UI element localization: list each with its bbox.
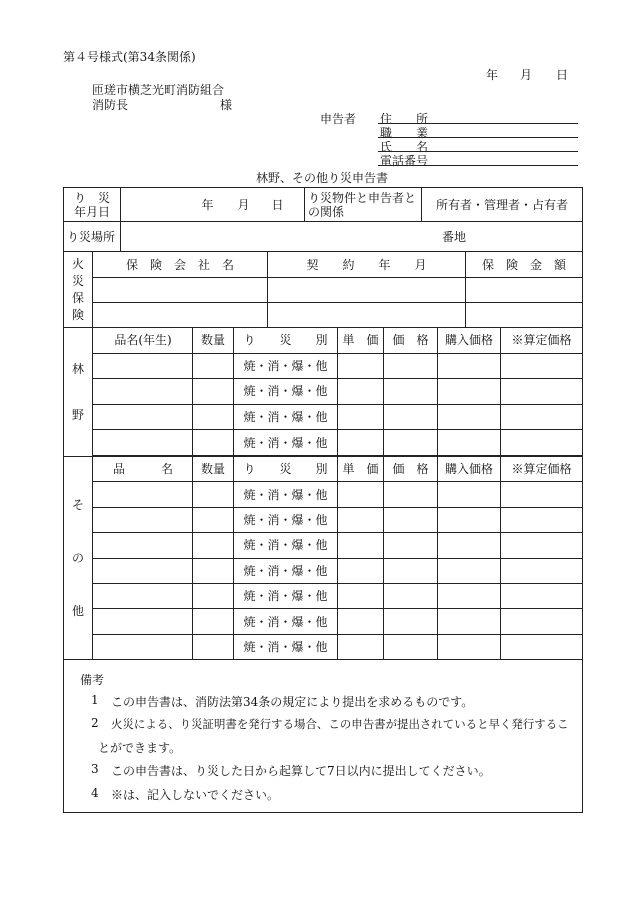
forest-input-cell[interactable] (193, 379, 233, 404)
grid-line (582, 187, 583, 813)
applicant-phone-label: 電話番号 (380, 154, 429, 168)
other-damage-type-cell[interactable]: 焼・消・爆・他 (243, 538, 328, 553)
other-input-cell[interactable] (94, 559, 192, 583)
forest-input-cell[interactable] (338, 379, 383, 404)
other-input-cell[interactable] (338, 559, 383, 583)
forest-header-cell: 価 格 (392, 333, 429, 348)
other-input-cell[interactable] (501, 482, 582, 506)
date-input-month: 月 (237, 197, 250, 212)
other-input-cell[interactable] (384, 533, 437, 557)
other-input-cell[interactable] (338, 635, 383, 659)
insurance-header-contract: 契 約 年 月 (306, 257, 427, 272)
other-input-cell[interactable] (384, 508, 437, 532)
remark-3-text: この申告書は、り災した日から起算して7日以内に提出してください。 (111, 764, 491, 778)
other-input-cell[interactable] (438, 482, 500, 506)
recipient-title: 消防長 (92, 98, 129, 112)
forest-input-cell[interactable] (438, 379, 500, 404)
other-input-cell[interactable] (193, 482, 233, 506)
other-input-cell[interactable] (94, 635, 192, 659)
other-input-cell[interactable] (384, 635, 437, 659)
forest-input-cell[interactable] (438, 405, 500, 430)
insurance-header-amount: 保 険 金 額 (481, 257, 566, 272)
other-input-cell[interactable] (193, 533, 233, 557)
insurance-side-char: 火 (71, 256, 84, 271)
forest-input-cell[interactable] (501, 430, 582, 455)
forest-damage-type-cell[interactable]: 焼・消・爆・他 (243, 435, 328, 450)
form-number: 第４号様式(第34条関係) (63, 50, 196, 64)
date-day: 日 (556, 68, 569, 82)
forest-input-cell[interactable] (438, 354, 500, 379)
other-input-cell[interactable] (501, 559, 582, 583)
insurance-side-char: 災 (71, 273, 84, 288)
other-header-cell: 数量 (200, 462, 225, 477)
recipient-org: 匝瑳市横芝光町消防組合 (92, 83, 225, 97)
remark-1-num: 1 (91, 693, 99, 707)
other-input-cell[interactable] (338, 609, 383, 633)
other-input-cell[interactable] (438, 508, 500, 532)
other-input-cell[interactable] (501, 635, 582, 659)
phone-line[interactable] (378, 165, 578, 166)
other-side-label (64, 457, 92, 659)
date-input-cell[interactable] (121, 188, 304, 221)
other-input-cell[interactable] (193, 609, 233, 633)
other-input-cell[interactable] (193, 508, 233, 532)
other-header-cell: ※算定価格 (511, 462, 572, 477)
forest-header-cell: 数量 (200, 333, 225, 348)
forest-input-cell[interactable] (384, 405, 437, 430)
other-input-cell[interactable] (501, 584, 582, 608)
other-damage-type-cell[interactable]: 焼・消・爆・他 (243, 589, 328, 604)
other-damage-type-cell[interactable]: 焼・消・爆・他 (243, 639, 328, 654)
remark-4-num: 4 (91, 786, 99, 800)
other-input-cell[interactable] (501, 609, 582, 633)
forest-input-cell[interactable] (501, 379, 582, 404)
forest-header-cell: 品名(年生) (114, 333, 172, 348)
other-input-cell[interactable] (193, 584, 233, 608)
other-input-cell[interactable] (501, 508, 582, 532)
forest-damage-type-cell[interactable]: 焼・消・爆・他 (243, 410, 328, 425)
forest-input-cell[interactable] (501, 354, 582, 379)
remark-2-cont: とができます。 (98, 741, 182, 755)
other-side-char: の (71, 550, 84, 565)
forest-input-cell[interactable] (94, 430, 192, 455)
forest-header-cell: 単 価 (342, 333, 379, 348)
applicant-occupation-label: 職 業 (380, 126, 429, 140)
forest-side-char: 野 (71, 408, 84, 422)
other-side-char: そ (71, 498, 84, 513)
grid-line (92, 277, 582, 278)
other-damage-type-cell[interactable]: 焼・消・爆・他 (243, 614, 328, 629)
forest-side-char: 林 (71, 362, 84, 376)
other-damage-type-cell[interactable]: 焼・消・爆・他 (243, 512, 328, 527)
relation-options-cell[interactable]: 所有者・管理者・占有者 (435, 197, 568, 212)
other-input-cell[interactable] (438, 609, 500, 633)
forest-input-cell[interactable] (438, 430, 500, 455)
other-input-cell[interactable] (438, 559, 500, 583)
remark-4-text: ※は、記入しないでください。 (111, 788, 280, 802)
other-input-cell[interactable] (438, 533, 500, 557)
remark-2-text: 火災による、り災証明書を発行する場合、この申告書が提出されていると早く発行するこ (111, 717, 569, 731)
forest-damage-type-cell[interactable]: 焼・消・爆・他 (243, 384, 328, 399)
grid-line (63, 812, 583, 813)
other-input-cell[interactable] (338, 508, 383, 532)
insurance-side-char: 険 (71, 307, 84, 322)
forest-side-label (64, 328, 92, 456)
forest-input-cell[interactable] (384, 430, 437, 455)
other-header-cell: 価 格 (392, 462, 429, 477)
date-label-cell (64, 188, 120, 221)
date-input-year: 年 (201, 197, 214, 212)
forest-input-cell[interactable] (338, 430, 383, 455)
forest-input-cell[interactable] (94, 379, 192, 404)
forest-damage-type-cell[interactable]: 焼・消・爆・他 (243, 358, 328, 373)
other-input-cell[interactable] (94, 584, 192, 608)
remark-1-text: この申告書は、消防法第34条の規定により提出を求めるものです。 (111, 695, 474, 709)
other-input-cell[interactable] (338, 482, 383, 506)
forest-input-cell[interactable] (193, 405, 233, 430)
other-header-cell: り 災 別 (243, 462, 328, 477)
insurance-header-company: 保 険 会 社 名 (126, 257, 235, 272)
other-input-cell[interactable] (94, 609, 192, 633)
other-input-cell[interactable] (384, 559, 437, 583)
grid-line (92, 302, 582, 303)
other-input-cell[interactable] (338, 533, 383, 557)
other-input-cell[interactable] (384, 482, 437, 506)
forest-input-cell[interactable] (94, 405, 192, 430)
forest-input-cell[interactable] (501, 405, 582, 430)
other-input-cell[interactable] (94, 533, 192, 557)
other-input-cell[interactable] (501, 533, 582, 557)
applicant-name-label: 氏 名 (380, 140, 429, 154)
other-input-cell[interactable] (438, 635, 500, 659)
other-input-cell[interactable] (94, 508, 192, 532)
date-input-day: 日 (271, 197, 284, 212)
forest-input-cell[interactable] (193, 430, 233, 455)
date-month: 月 (520, 68, 533, 82)
other-damage-type-cell[interactable]: 焼・消・爆・他 (243, 563, 328, 578)
forest-header-cell: 購入価格 (444, 333, 493, 348)
applicant-label: 申告者 (320, 112, 357, 126)
other-damage-type-cell[interactable]: 焼・消・爆・他 (243, 487, 328, 502)
remark-3-num: 3 (91, 762, 99, 776)
forest-header-cell: ※算定価格 (511, 333, 572, 348)
forest-input-cell[interactable] (384, 354, 437, 379)
other-input-cell[interactable] (193, 635, 233, 659)
relation-label-line2: の関係 (308, 204, 345, 219)
other-header-cell: 単 価 (342, 462, 379, 477)
recipient-honorific: 様 (220, 98, 233, 112)
other-input-cell[interactable] (438, 584, 500, 608)
other-input-cell[interactable] (94, 482, 192, 506)
document-title: 林野、その他り災申告書 (256, 171, 389, 185)
insurance-side-label (64, 252, 92, 327)
forest-input-cell[interactable] (338, 354, 383, 379)
forest-header-cell: り 災 別 (243, 333, 328, 348)
other-input-cell[interactable] (384, 584, 437, 608)
other-side-char: 他 (71, 603, 84, 618)
forest-input-cell[interactable] (193, 354, 233, 379)
other-header-cell: 購入価格 (444, 462, 493, 477)
date-label-line2: 年月日 (73, 204, 110, 219)
remarks-title: 備考 (80, 673, 105, 687)
other-input-cell[interactable] (384, 609, 437, 633)
forest-input-cell[interactable] (384, 379, 437, 404)
other-input-cell[interactable] (338, 584, 383, 608)
insurance-side-char: 保 (71, 290, 84, 305)
other-header-cell: 品 名 (112, 462, 173, 477)
date-label-line1: り 災 (73, 190, 110, 205)
date-year: 年 (486, 68, 499, 82)
applicant-address-label: 住 所 (380, 112, 429, 126)
forest-input-cell[interactable] (94, 354, 192, 379)
other-input-cell[interactable] (193, 559, 233, 583)
relation-label-line1: り災物件と申告者と (308, 190, 417, 205)
location-label-cell: り災場所 (67, 229, 116, 244)
forest-input-cell[interactable] (338, 405, 383, 430)
relation-label-cell (305, 188, 421, 221)
location-input-cell[interactable]: 番地 (441, 229, 466, 244)
remark-2-num: 2 (91, 716, 99, 730)
